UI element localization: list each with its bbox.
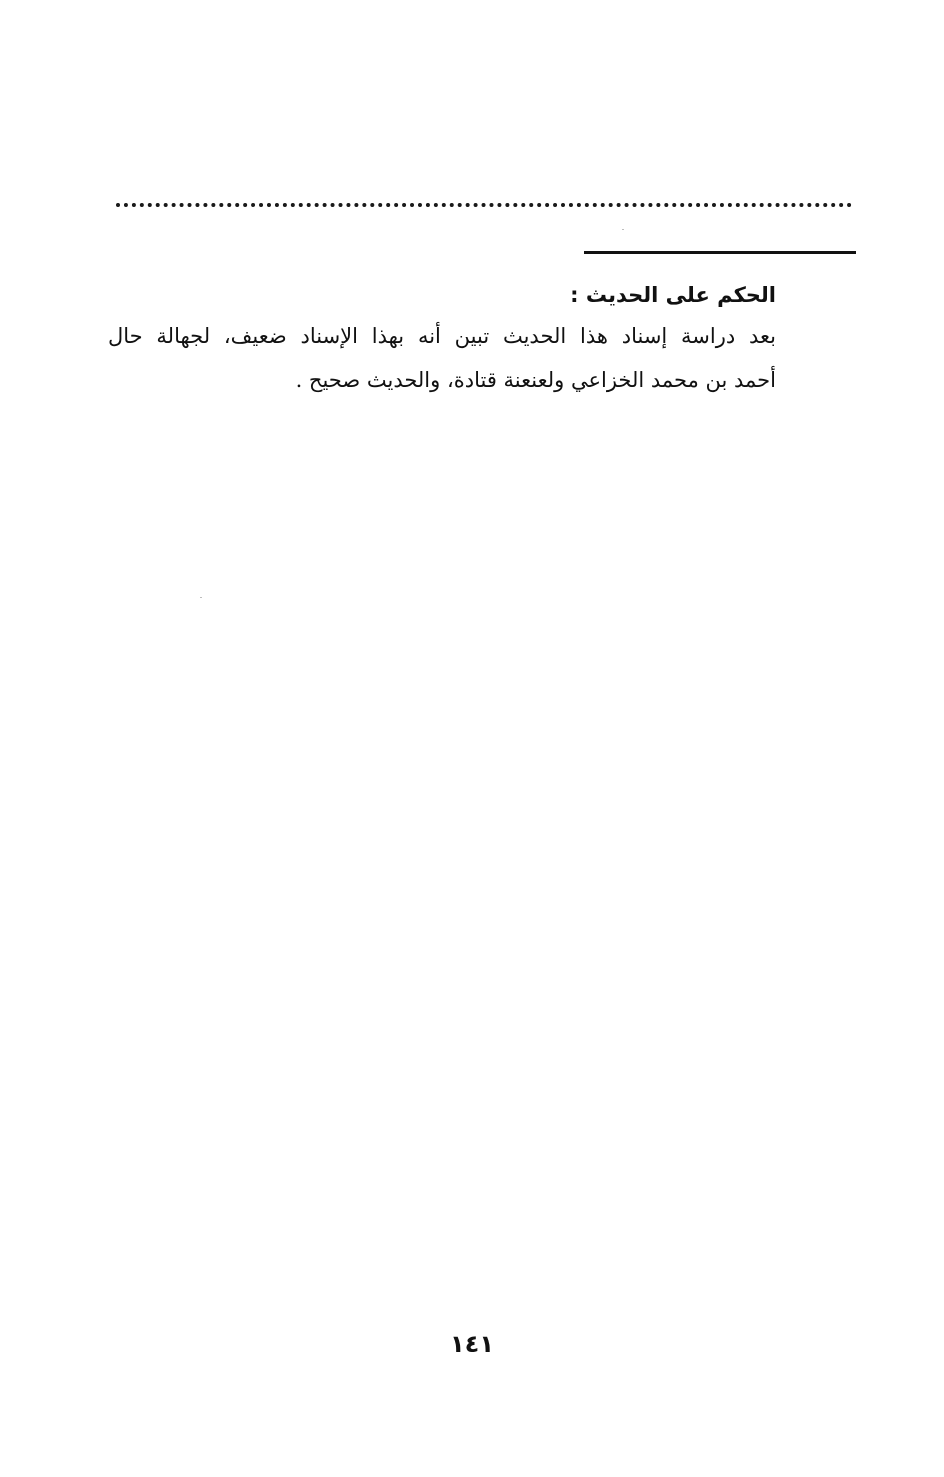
- scan-speck: [622, 229, 624, 230]
- section-heading: الحكم على الحديث :: [570, 283, 776, 307]
- paragraph-line: أحمد بن محمد الخزاعي ولعنعنة قتادة، والحديث صحيح .: [295, 368, 776, 392]
- section-rule: [584, 251, 856, 254]
- dotted-separator: [116, 203, 852, 207]
- page-number: ١٤١: [450, 1330, 494, 1358]
- paragraph-line: بعد دراسة إسناد هذا الحديث تبين أنه بهذا الإسناد ضعيف، لجهالة حال: [108, 324, 776, 348]
- scan-speck: [200, 597, 202, 598]
- text-block: [108, 276, 776, 402]
